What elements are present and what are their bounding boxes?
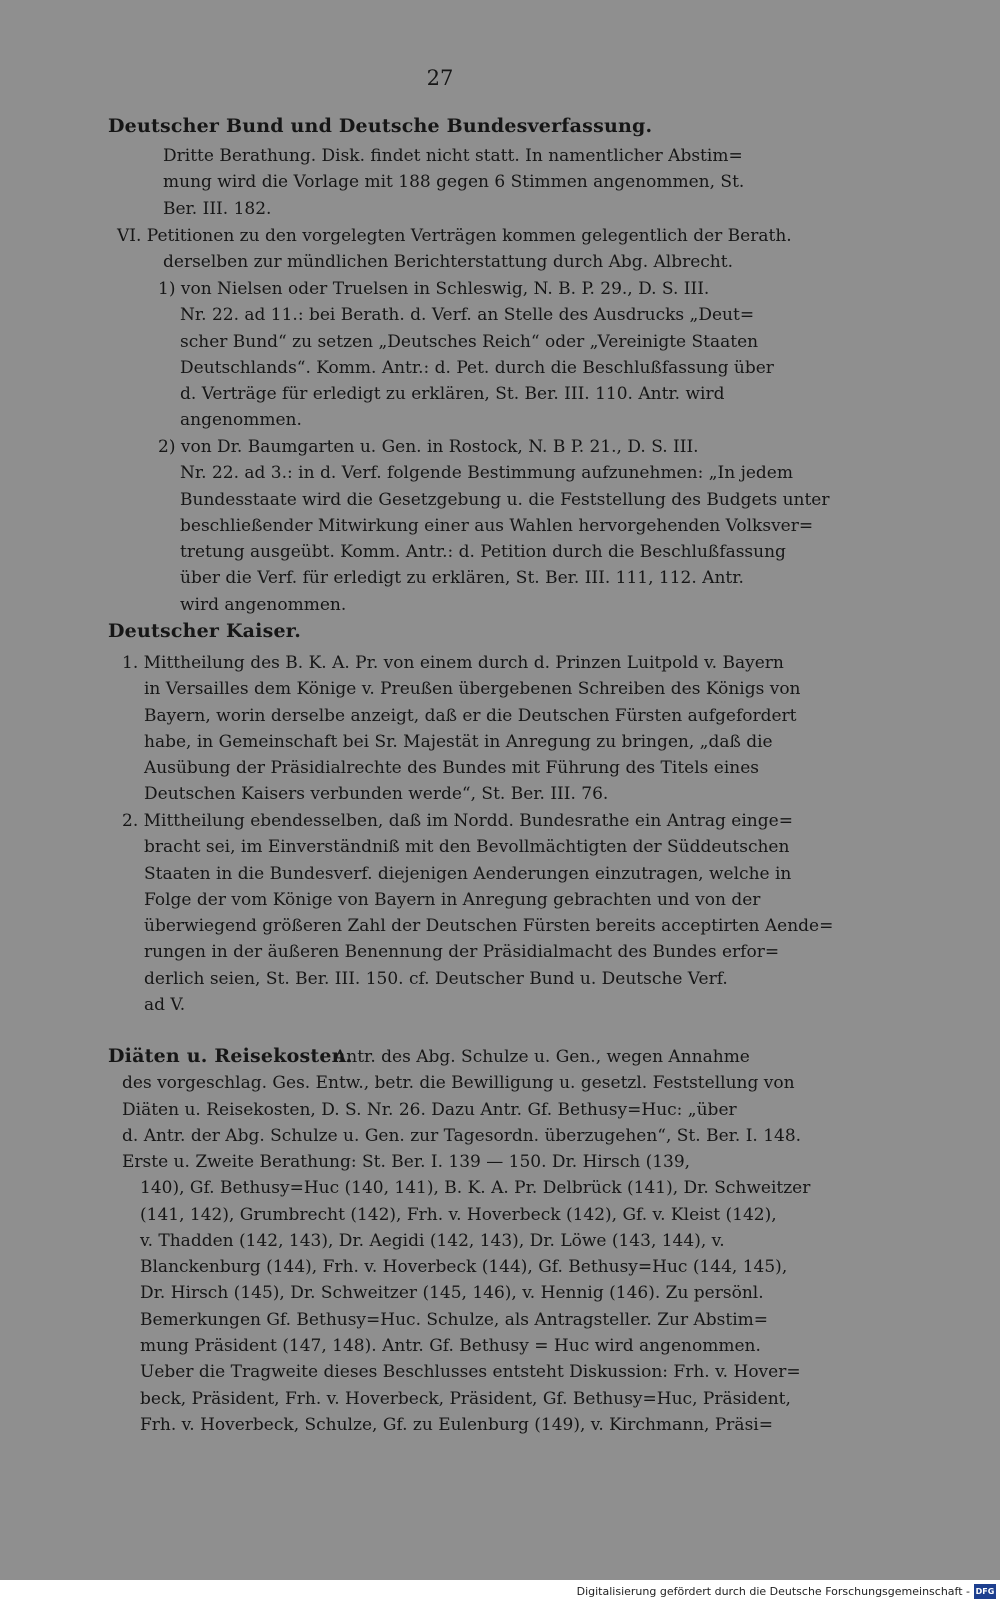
text-line: Bundesstaate wird die Gesetzgebung u. die Feststellung des Budgets unter xyxy=(180,489,830,510)
text-line: Nr. 22. ad 11.: bei Berath. d. Verf. an Stelle des Ausdrucks „Deut= xyxy=(180,305,755,326)
text-line: in Versailles dem Könige v. Preußen übergebenen Schreiben des Königs von xyxy=(144,679,801,700)
text-line: angenommen. xyxy=(180,410,302,431)
text-line: habe, in Gemeinschaft bei Sr. Majestät in Anregung zu bringen, „daß die xyxy=(144,731,773,752)
text-line: 1) von Nielsen oder Truelsen in Schleswig, N. B. P. 29., D. S. III. xyxy=(158,279,710,299)
text-line: Erste u. Zweite Berathung: St. Ber. I. 139 — 150. Dr. Hirsch (139, xyxy=(122,1152,691,1172)
text-line: v. Thadden (142, 143), Dr. Aegidi (142, 143), Dr. Löwe (143, 144), v. xyxy=(140,1230,725,1251)
text-line: Folge der vom Könige von Bayern in Anregung gebrachten und von der xyxy=(144,889,761,910)
text-line: Bemerkungen Gf. Bethusy=Huc. Schulze, als Antragsteller. Zur Abstim= xyxy=(140,1309,769,1330)
text-line: Diäten u. Reisekosten, D. S. Nr. 26. Dazu Antr. Gf. Bethusy=Huc: „über xyxy=(122,1099,737,1120)
footer-credit: Digitalisierung gefördert durch die Deutsche Forschungsgemeinschaft - xyxy=(576,1585,970,1598)
dfg-logo-icon: DFG xyxy=(974,1584,996,1599)
text-line: Dr. Hirsch (145), Dr. Schweitzer (145, 146), v. Hennig (146). Zu persönl. xyxy=(140,1283,764,1304)
text-line: Nr. 22. ad 3.: in d. Verf. folgende Bestimmung aufzunehmen: „In jedem xyxy=(180,463,793,484)
text-line: Dritte Berathung. Disk. findet nicht statt. In namentlicher Abstim= xyxy=(163,146,743,166)
text-line: derlich seien, St. Ber. III. 150. cf. Deutscher Bund u. Deutsche Verf. xyxy=(144,968,728,989)
text-line: derselben zur mündlichen Berichterstattung durch Abg. Albrecht. xyxy=(163,252,733,273)
text-line: über die Verf. für erledigt zu erklären, St. Ber. III. 111, 112. Antr. xyxy=(180,568,744,589)
text-line: 2) von Dr. Baumgarten u. Gen. in Rostock, N. B P. 21., D. S. III. xyxy=(158,437,699,457)
text-line: überwiegend größeren Zahl der Deutschen Fürsten bereits acceptirten Aende= xyxy=(144,916,834,937)
text-line: wird angenommen. xyxy=(180,594,347,615)
text-line: beck, Präsident, Frh. v. Hoverbeck, Präsident, Gf. Bethusy=Huc, Präsident, xyxy=(140,1388,791,1409)
text-line: Ber. III. 182. xyxy=(163,198,272,219)
text-line: Deutschlands“. Komm. Antr.: d. Pet. durch die Beschlußfassung über xyxy=(180,357,774,378)
list-item-mittheilung-1 xyxy=(122,650,801,808)
text-line: Ueber die Tragweite dieses Beschlusses entsteht Diskussion: Frh. v. Hover= xyxy=(140,1362,801,1383)
text-line: 140), Gf. Bethusy=Huc (140, 141), B. K. A. Pr. Delbrück (141), Dr. Schweitzer xyxy=(140,1178,811,1199)
list-item-petition-nielsen xyxy=(158,276,774,434)
list-item-petition-baumgarten xyxy=(158,434,830,618)
text-line: beschließender Mitwirkung einer aus Wahlen hervorgehenden Volksver= xyxy=(180,515,814,536)
text-line: 2. Mittheilung ebendesselben, daß im Nordd. Bundesrathe ein Antrag einge= xyxy=(122,811,793,831)
text-line: (141, 142), Grumbrecht (142), Frh. v. Hoverbeck (142), Gf. v. Kleist (142), xyxy=(140,1204,777,1225)
text-line: tretung ausgeübt. Komm. Antr.: d. Petition durch die Beschlußfassung xyxy=(180,542,786,563)
text-line: Bayern, worin derselbe anzeigt, daß er die Deutschen Fürsten aufgefordert xyxy=(144,705,797,726)
text-line: ad V. xyxy=(144,995,186,1016)
section-heading-deutscher-kaiser: Deutscher Kaiser. xyxy=(108,620,302,642)
text-line: Frh. v. Hoverbeck, Schulze, Gf. zu Eulenburg (149), v. Kirchmann, Präsi= xyxy=(140,1414,773,1435)
section-heading-diaeten: Diäten u. Reisekosten. xyxy=(108,1045,353,1067)
text-line: rungen in der äußeren Benennung der Präsidialmacht des Bundes erfor= xyxy=(144,942,780,963)
list-item-mittheilung-2 xyxy=(122,808,834,1018)
paragraph-dritte-berathung xyxy=(163,143,745,222)
text-line: mung wird die Vorlage mit 188 gegen 6 Stimmen angenommen, St. xyxy=(163,172,745,193)
text-line: Ausübung der Präsidialrechte des Bundes mit Führung des Titels eines xyxy=(144,758,760,779)
text-line: Staaten in die Bundesverf. diejenigen Aenderungen einzutragen, welche in xyxy=(144,863,792,884)
section-heading-deutscher-bund: Deutscher Bund und Deutsche Bundesverfassung. xyxy=(108,115,653,137)
text-line: Antr. des Abg. Schulze u. Gen., wegen Annahme xyxy=(334,1047,750,1067)
text-line: des vorgeschlag. Ges. Entw., betr. die Bewilligung u. gesetzl. Feststellung von xyxy=(122,1073,795,1094)
text-line: mung Präsident (147, 148). Antr. Gf. Bethusy = Huc wird angenommen. xyxy=(140,1336,761,1357)
text-line: d. Antr. der Abg. Schulze u. Gen. zur Tagesordn. überzugehen“, St. Ber. I. 148. xyxy=(122,1125,802,1146)
paragraph-antrag-schulze xyxy=(122,1044,802,1149)
text-line: bracht sei, im Einverständniß mit den Bevollmächtigten der Süddeutschen xyxy=(144,837,790,858)
page-number: 27 xyxy=(426,66,454,90)
text-line: Deutschen Kaisers verbunden werde“, St. Ber. III. 76. xyxy=(144,784,609,805)
text-line: scher Bund“ zu setzen „Deutsches Reich“ oder „Vereinigte Staaten xyxy=(180,331,759,352)
footer-bar xyxy=(0,1580,1000,1604)
paragraph-erste-zweite-berathung xyxy=(122,1149,811,1438)
text-line: VI. Petitionen zu den vorgelegten Verträgen kommen gelegentlich der Berath. xyxy=(117,226,792,246)
paragraph-petitionen xyxy=(117,223,792,276)
text-line: 1. Mittheilung des B. K. A. Pr. von einem durch d. Prinzen Luitpold v. Bayern xyxy=(122,653,784,673)
text-line: d. Verträge für erledigt zu erklären, St. Ber. III. 110. Antr. wird xyxy=(180,384,725,405)
text-line: Blanckenburg (144), Frh. v. Hoverbeck (144), Gf. Bethusy=Huc (144, 145), xyxy=(140,1257,788,1278)
